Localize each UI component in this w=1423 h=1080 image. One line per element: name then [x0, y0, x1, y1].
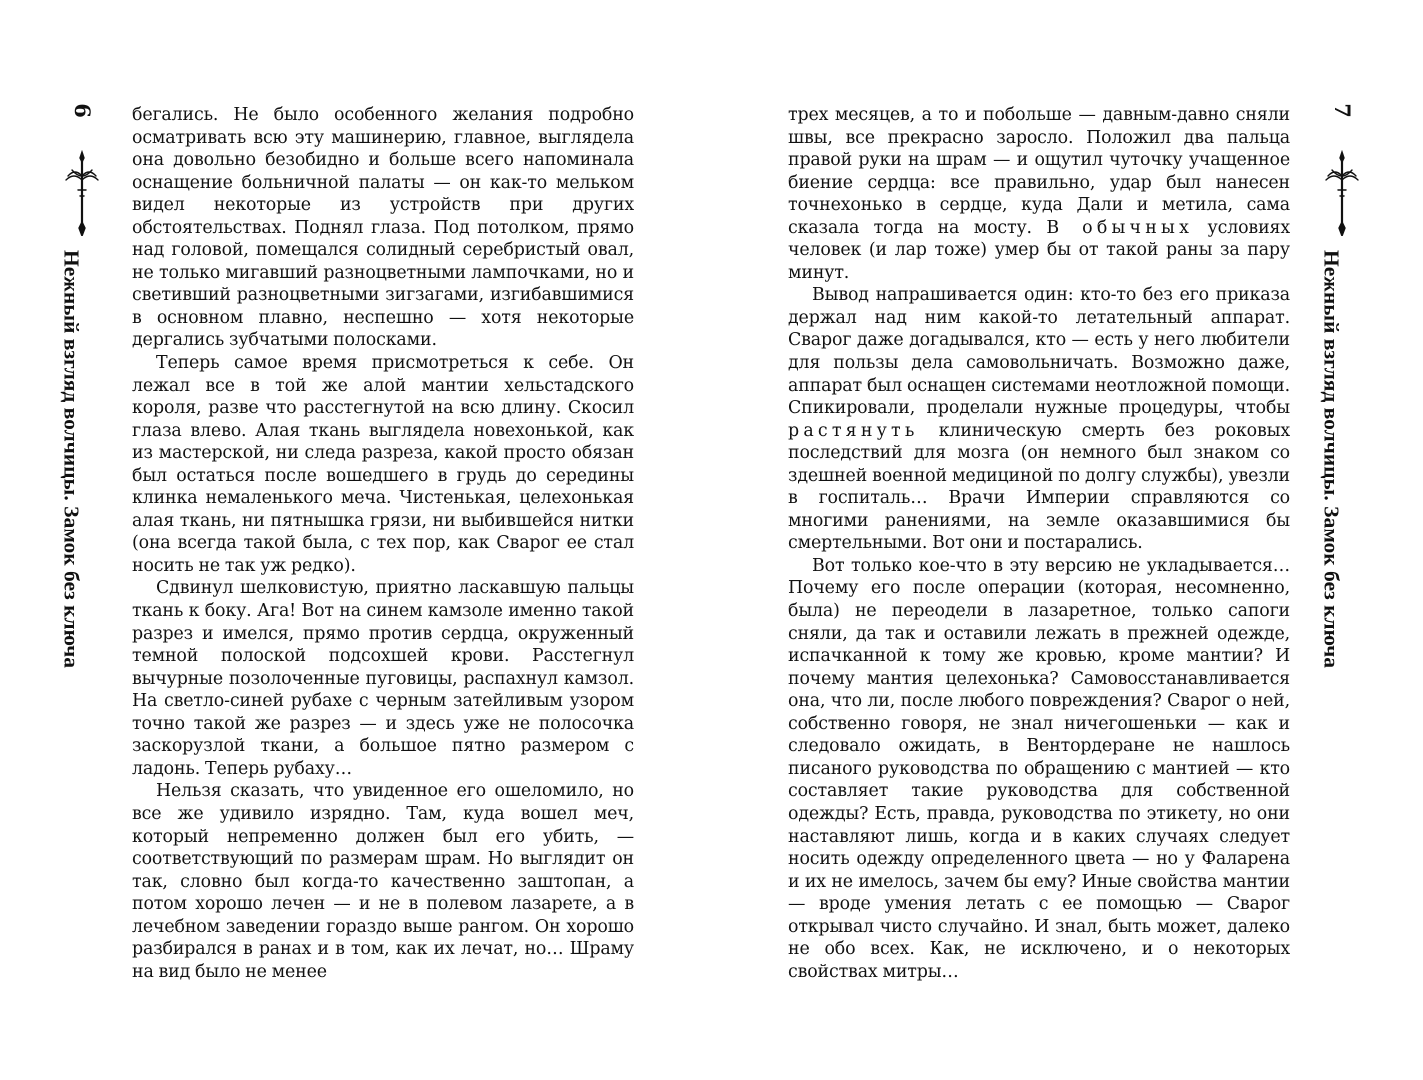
page-number-left: 6 — [69, 103, 95, 118]
spaced-emphasis: В обычных — [1046, 217, 1194, 238]
paragraph: Теперь самое время присмотреться к себе. Он лежал все в той же алой мантии хельстадского короля, разве что расстегнутой на всю длину. Скосил глаза влево. Алая ткань выглядела новехонькой, как из мастерской, ни следа разреза, какой просто обязан был остаться после вошедшего в грудь до середины клинка немаленького меча. Чистенькая, целехонькая алая ткань, ни пятнышка грязи, ни выбившейся нитки (она всегда такой была, с тех пор, как Сварог ее стал носить не так уж редко). — [132, 353, 634, 576]
running-title-right: Нежный взгляд волчицы. Замок без ключа — [1319, 250, 1344, 669]
sword-ornament-icon — [62, 150, 102, 236]
right-margin — [1319, 0, 1362, 1080]
sword-ornament-icon — [1322, 150, 1362, 236]
spaced-emphasis: растянуть — [788, 420, 919, 441]
paragraph: Вот только кое-что в эту версию не укладывается… Почему его после операции (которая, несомненно, была) не переодели в лазаретное, только сапоги сняли, да так и оставили лежать в прежней одежде, испачканной к тому же кровью, кроме мантии? И почему мантия целехонька? Самовосстанавливается она, что ли, после любого повреждения? Сварог о ней, собственно говоря, не знал ничегошеньки — как и следовало ожидать, в Вентордеране не нашлось писаного руководства по обращению с мантией — кто составляет такие руководства для собственной одежды? Есть, правда, руководства по этикету, но они наставляют лишь, когда и в каких случаях следует носить одежду определенного цвета — но у Фаларена и их не имелось, зачем бы ему? Иные свойства мантии — вроде умения летать с ее помощью — Сварог открывал чисто случайно. И знал, быть может, далеко не обо всех. Как, не исключено, и о некоторых свойствах митры… — [788, 555, 1290, 982]
left-margin — [59, 0, 102, 1080]
paragraph: Нельзя сказать, что увиденное его ошеломило, но все же удивило изрядно. Там, куда вошел меч, который непременно должен был его убить, — соответствующий по размерам шрам. Но выглядит он так, словно был когда-то качественно заштопан, а потом хорошо лечен — и не в полевом лазарете, а в лечебном заведении гораздо выше рангом. Он хорошо разбирался в ранах и в том, как их лечат, но… Шраму на вид было не менее — [132, 781, 634, 982]
paragraph: трех месяцев, а то и побольше — давным-давно сняли швы, все прекрасно заросло. Положил два пальца правой руки на шрам — и ощутил чуточку учащенное биение сердца: все правильно, удар был нанесен точнехонько в сердце, куда Дали и метила, сама сказала тогда на мосту. В обычных условиях человек (и лар тоже) умер бы от такой раны за пару минут. — [788, 105, 1290, 283]
paragraph: Сдвинул шелковистую, приятно ласкавшую пальцы ткань к боку. Ага! Вот на синем камзоле именно такой разрез и имелся, прямо против сердца, окруженный темной полоской подсохшей крови. Расстегнул вычурные позолоченные пуговицы, распахнул камзол. На светло-синей рубахе с черным затейливым узором точно такой же разрез — и здесь уже не полосочка заскорузлой ткани, а большое пятно размером с ладонь. Теперь рубаху… — [132, 578, 634, 779]
left-page-body — [132, 104, 634, 983]
running-title-left: Нежный взгляд волчицы. Замок без ключа — [59, 250, 84, 669]
right-page-body — [788, 104, 1290, 983]
page-number-right: 7 — [1329, 103, 1355, 118]
paragraph: Вывод напрашивается один: кто-то без его приказа держал над ним какой-то летательный аппарат. Сварог даже догадывался, кто — есть у него любители для пользы дела самовольничать. Возможно даже, аппарат был оснащен системами неотложной помощи. Спикировали, проделали нужные процедуры, чтобы растянуть клиническую смерть без роковых последствий для мозга (он немного был знаком со здешней военной медициной по долгу службы), увезли в госпиталь… Врачи Империи справляются со многими ранениями, на земле оказавшимися бы смертельными. Вот они и постарались. — [788, 285, 1290, 554]
paragraph: бегались. Не было особенного желания подробно осматривать всю эту машинерию, главное, выглядела она довольно безобидно и больше всего напоминала оснащение больничной палаты — он как-то мельком видел некоторые из устройств при других обстоятельствах. Поднял глаза. Под потолком, прямо над головой, помещался солидный серебристый овал, не только мигавший разноцветными лампочками, но и светивший разноцветными зигзагами, изгибавшимися в основном плавно, неспешно — хотя некоторые дергались зубчатыми полосками. — [132, 105, 634, 351]
